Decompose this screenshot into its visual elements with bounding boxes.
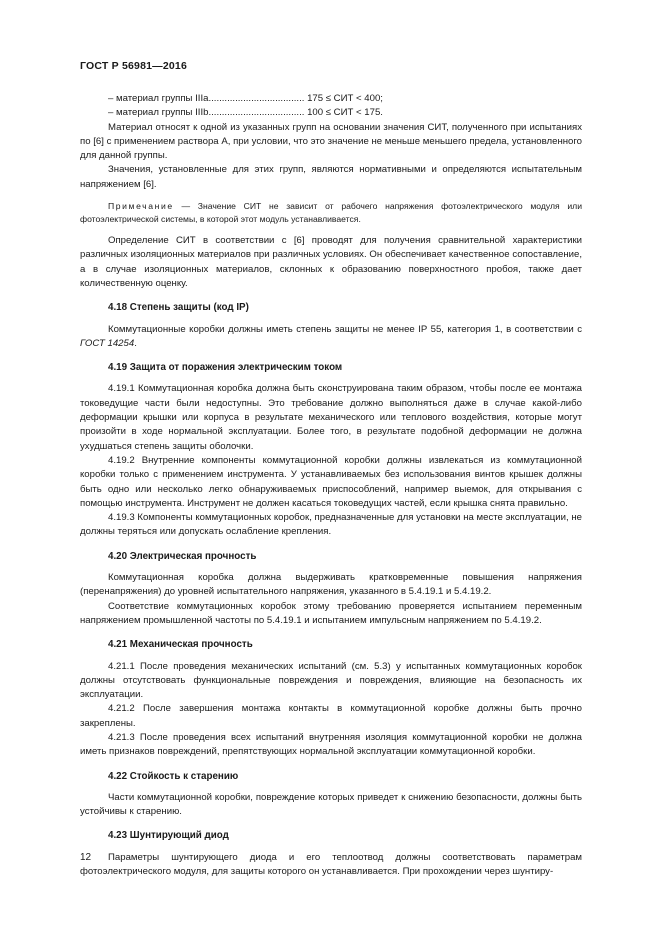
section-heading: 4.22 Стойкость к старению — [108, 770, 239, 782]
paragraph: 4.21.2 После завершения монтажа контакты в коммутационной коробке должны быть прочно закреплены. — [80, 703, 582, 729]
paragraph: Параметры шунтирующего диода и его теплоотвод должны соответствовать параметрам фотоэлектрического модуля, для защиты которого он устанавливается. При прохождении через шунтиру- — [80, 851, 582, 878]
section-heading: 4.19 Защита от поражения электрическим током — [108, 362, 343, 374]
paragraph: 4.19.2 Внутренние компоненты коммутационной коробки должны извлекаться из коммутационной коробки только с применением инструмента. У устанавливаемых без использования винтов крышек должны быть одно или несколько легко обнаруживаемых приспособлений, например выемок, для открывания с помощью инструмента. Инструмент не должен касаться токоведущих частей, если крышка снята правильно. — [80, 454, 582, 509]
section-heading: 4.23 Шунтирующий диод — [108, 830, 229, 842]
paragraph: Части коммутационной коробки, повреждение которых приведет к снижению безопасности, должны быть устойчивы к старению. — [80, 791, 582, 818]
note — [80, 200, 582, 226]
section-heading: 4.20 Электрическая прочность — [108, 550, 257, 562]
paragraph: Коммутационная коробка должна выдерживать кратковременные повышения напряжения (перенапряжения) до уровней испытательного напряжения, указанного в 5.4.19.1 и 5.4.19.2. — [80, 572, 582, 598]
standard-reference: ГОСТ 14254 — [80, 337, 135, 349]
page-header: ГОСТ Р 56981—2016 — [80, 60, 188, 72]
paragraph: Соответствие коммутационных коробок этому требованию проверяется испытанием переменным напряжением промышленной частоты по 5.4.19.1 и испытанием импульсным напряжением по 5.4.19.2. — [80, 600, 582, 626]
paragraph: Материал относят к одной из указанных групп на основании значения СИТ, полученного при испытаниях по [6] с применением раствора А, при условии, что это значение не меньше меньшего предела, установленного для данной группы. — [80, 121, 582, 162]
paragraph: Определение СИТ в соответствии с [6] проводят для получения сравнительной характеристики различных изоляционных материалов при различных условиях. Он обеспечивает качественное сопоставление, а в случае изоляционных материалов, склонных к образованию поверхностного пробоя, также дает количественную оценку. — [80, 235, 582, 289]
paragraph: 4.19.1 Коммутационная коробка должна быть сконструирована таким образом, чтобы после ее монтажа токоведущие части были недоступны. Это требование должно выполняться даже в случае какой-либо деформации крышки или корпуса в результате механического или теплового воздействия, которые могут произойти в ходе нормальной эксплуатации. Более того, в результате подобной деформации не должна ухудшаться степень защиты оболочки. — [80, 383, 582, 452]
note-label: Примечание — [108, 201, 174, 212]
section-heading: 4.21 Механическая прочность — [108, 639, 253, 651]
page-number: 12 — [80, 852, 92, 863]
section-heading: 4.18 Степень защиты (код IP) — [108, 302, 249, 314]
list-item: – материал группы IIIb.................................... 100 ≤ СИТ < 175. — [108, 107, 383, 119]
paragraph: 4.21.1 После проведения механических испытаний (см. 5.3) у испытанных коммутационных коробок должны отсутствовать функциональные повреждения и повреждения, влияющие на безопасность их эксплуатации. — [80, 660, 582, 701]
text: . — [134, 337, 137, 349]
paragraph — [80, 323, 582, 352]
paragraph: 4.21.3 После проведения всех испытаний внутренняя изоляция коммутационной коробки не должна иметь признаков повреждений, препятствующих нормальной эксплуатации коммутационной коробки. — [80, 731, 582, 758]
list-item: – материал группы IIIa.................................... 175 ≤ СИТ < 400; — [108, 93, 383, 104]
paragraph: Значения, установленные для этих групп, являются нормативными и определяются испытательным напряжением [6]. — [80, 164, 582, 190]
paragraph: 4.19.3 Компоненты коммутационных коробок, предназначенные для установки на месте эксплуатации, не должны теряться или допускать ослабление крепления. — [80, 512, 582, 538]
text: Коммутационные коробки должны иметь степень защиты не менее IP 55, категория 1, в соответствии с — [108, 323, 582, 335]
note-text: — Значение СИТ не зависит от рабочего напряжения фотоэлектрического модуля или фотоэлектрической системы, в которой этот модуль устанавливается. — [80, 201, 582, 225]
page-content — [80, 92, 582, 879]
